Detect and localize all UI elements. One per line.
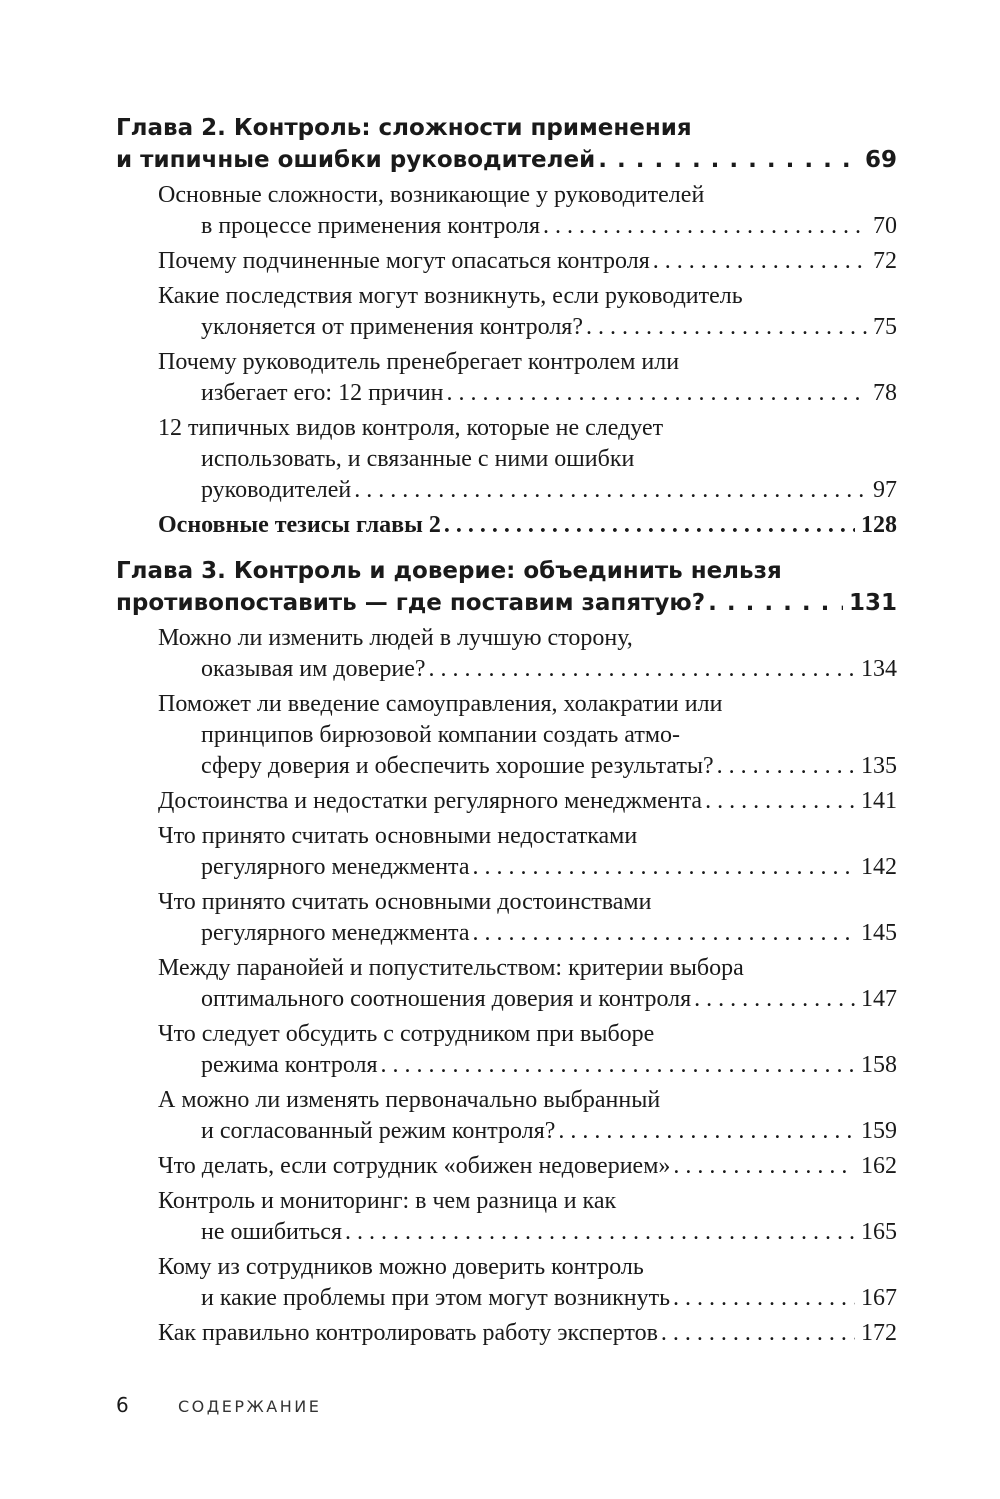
entry-title-line: Как правильно контролировать работу экспертов — [158, 1320, 658, 1346]
page-ref: 128 — [861, 512, 897, 538]
dot-leader — [673, 1151, 855, 1182]
toc-entry-list — [116, 623, 897, 1349]
page-ref: 70 — [873, 213, 897, 239]
toc-entry[interactable] — [158, 1186, 897, 1248]
page-ref: 141 — [861, 788, 897, 814]
entry-line — [158, 1217, 897, 1248]
entry-line — [158, 751, 897, 782]
entry-title-line: регулярного менеджмента — [201, 854, 470, 880]
chapter-heading-line — [116, 587, 897, 619]
page-ref: 72 — [873, 248, 897, 274]
toc-entry[interactable] — [158, 821, 897, 883]
entry-title-line: и какие проблемы при этом могут возникнуть — [201, 1285, 671, 1311]
entry-title-line: в процессе применения контроля — [201, 213, 541, 239]
entry-line — [158, 984, 897, 1015]
entry-line — [158, 654, 897, 685]
dot-leader — [694, 984, 855, 1015]
toc-entry[interactable] — [158, 1019, 897, 1081]
dot-leader — [345, 1217, 855, 1248]
entry-title-line: сферу доверия и обеспечить хорошие результаты? — [201, 753, 714, 779]
entry-line: Основные сложности, возникающие у руководителей — [158, 182, 705, 208]
entry-line: А можно ли изменять первоначально выбранный — [158, 1087, 661, 1113]
entry-line: Какие последствия могут возникнуть, если руководитель — [158, 283, 743, 309]
entry-title-line: оказывая им доверие? — [201, 656, 426, 682]
dot-leader — [708, 587, 843, 619]
toc-entry[interactable] — [158, 887, 897, 949]
entry-line: Почему руководитель пренебрегает контролем или — [158, 349, 680, 375]
toc-entry[interactable] — [158, 953, 897, 1015]
toc-entry[interactable] — [158, 281, 897, 343]
entry-title-line: регулярного менеджмента — [201, 920, 470, 946]
page-footer — [116, 1393, 321, 1417]
entry-line — [158, 852, 897, 883]
entry-line — [158, 1116, 897, 1147]
dot-leader — [381, 1050, 855, 1081]
entry-line: 12 типичных видов контроля, которые не следует — [158, 415, 664, 441]
running-title: СОДЕРЖАНИЕ — [178, 1397, 322, 1416]
dot-leader — [673, 1283, 855, 1314]
entry-title-line: Достоинства и недостатки регулярного менеджмента — [158, 788, 703, 814]
dot-leader — [429, 654, 856, 685]
entry-title-line: уклоняется от применения контроля? — [201, 314, 583, 340]
entry-line: Контроль и мониторинг: в чем разница и как — [158, 1188, 617, 1214]
toc-entry-list — [116, 180, 897, 541]
dot-leader — [444, 510, 855, 541]
toc-entry[interactable] — [158, 786, 897, 817]
toc-entry[interactable] — [158, 1151, 897, 1182]
entry-line: Что принято считать основными недостатками — [158, 823, 638, 849]
toc-entry[interactable] — [158, 1085, 897, 1147]
dot-leader — [472, 852, 855, 883]
dot-leader — [543, 211, 867, 242]
toc-entry[interactable] — [158, 1318, 897, 1349]
entry-line: Что принято считать основными достоинствами — [158, 889, 652, 915]
entry-line — [158, 1283, 897, 1314]
entry-title-line: противопоставить — где поставим запятую? — [116, 590, 706, 616]
toc-entry[interactable] — [158, 246, 897, 277]
dot-leader — [558, 1116, 855, 1147]
entry-line — [158, 1151, 897, 1182]
page-ref: 172 — [861, 1320, 897, 1346]
table-of-contents — [116, 112, 897, 1363]
entry-line — [158, 246, 897, 277]
page-ref: 158 — [861, 1052, 897, 1078]
dot-leader — [354, 475, 867, 506]
entry-line: Можно ли изменить людей в лучшую сторону, — [158, 625, 633, 651]
entry-line: Между паранойей и попустительством: критерии выбора — [158, 955, 744, 981]
dot-leader — [447, 378, 867, 409]
entry-title-line: Почему подчиненные могут опасаться контроля — [158, 248, 650, 274]
page-ref: 75 — [873, 314, 897, 340]
entry-title-line: избегает его: 12 причин — [201, 380, 444, 406]
dot-leader — [717, 751, 855, 782]
entry-line — [158, 786, 897, 817]
chapter-heading-line — [116, 144, 897, 176]
entry-line — [158, 312, 897, 343]
toc-entry[interactable] — [158, 689, 897, 782]
toc-entry[interactable] — [158, 1252, 897, 1314]
page-number: 6 — [116, 1393, 129, 1417]
page-ref: 162 — [861, 1153, 897, 1179]
page-ref: 69 — [864, 147, 897, 173]
entry-title-line: Что делать, если сотрудник «обижен недоверием» — [158, 1153, 671, 1179]
entry-title-line: не ошибиться — [201, 1219, 342, 1245]
entry-line: принципов бирюзовой компании создать атмо- — [201, 722, 681, 748]
chapter-heading-line: Глава 2. Контроль: сложности применения — [116, 115, 692, 141]
entry-line: Что следует обсудить с сотрудником при выборе — [158, 1021, 655, 1047]
entry-line: Поможет ли введение самоуправления, холакратии или — [158, 691, 723, 717]
page-ref: 145 — [861, 920, 897, 946]
entry-title-line: Основные тезисы главы 2 — [158, 512, 441, 538]
entry-line — [158, 918, 897, 949]
entry-line — [158, 211, 897, 242]
chapter-section — [116, 112, 897, 541]
entry-line — [158, 475, 897, 506]
toc-entry[interactable] — [158, 623, 897, 685]
dot-leader — [705, 786, 855, 817]
page-ref: 134 — [861, 656, 897, 682]
page-ref: 78 — [873, 380, 897, 406]
page-ref: 159 — [861, 1118, 897, 1144]
entry-title-line: режима контроля — [201, 1052, 378, 1078]
chapter-heading[interactable] — [116, 112, 897, 176]
dot-leader — [586, 312, 867, 343]
entry-title-line: оптимального соотношения доверия и контроля — [201, 986, 692, 1012]
chapter-section — [116, 555, 897, 1349]
dot-leader — [653, 246, 867, 277]
page-ref: 131 — [848, 590, 897, 616]
dot-leader — [598, 144, 859, 176]
chapter-heading-line: Глава 3. Контроль и доверие: объединить нельзя — [116, 558, 782, 584]
page-ref: 147 — [861, 986, 897, 1012]
toc-entry[interactable] — [158, 413, 897, 506]
page-ref: 97 — [873, 477, 897, 503]
page-ref: 142 — [861, 854, 897, 880]
page-ref: 167 — [861, 1285, 897, 1311]
toc-entry[interactable] — [158, 347, 897, 409]
toc-entry[interactable] — [158, 180, 897, 242]
entry-line — [158, 1050, 897, 1081]
dot-leader — [661, 1318, 855, 1349]
entry-title-line: и согласованный режим контроля? — [201, 1118, 556, 1144]
page-ref: 165 — [861, 1219, 897, 1245]
chapter-heading[interactable] — [116, 555, 897, 619]
entry-line: Кому из сотрудников можно доверить контроль — [158, 1254, 644, 1280]
entry-line — [158, 510, 897, 541]
entry-line — [158, 378, 897, 409]
entry-title-line: и типичные ошибки руководителей — [116, 147, 596, 173]
toc-entry[interactable] — [158, 510, 897, 541]
entry-title-line: руководителей — [201, 477, 352, 503]
page-ref: 135 — [861, 753, 897, 779]
entry-line — [158, 1318, 897, 1349]
dot-leader — [472, 918, 855, 949]
entry-line: использовать, и связанные с ними ошибки — [201, 446, 635, 472]
